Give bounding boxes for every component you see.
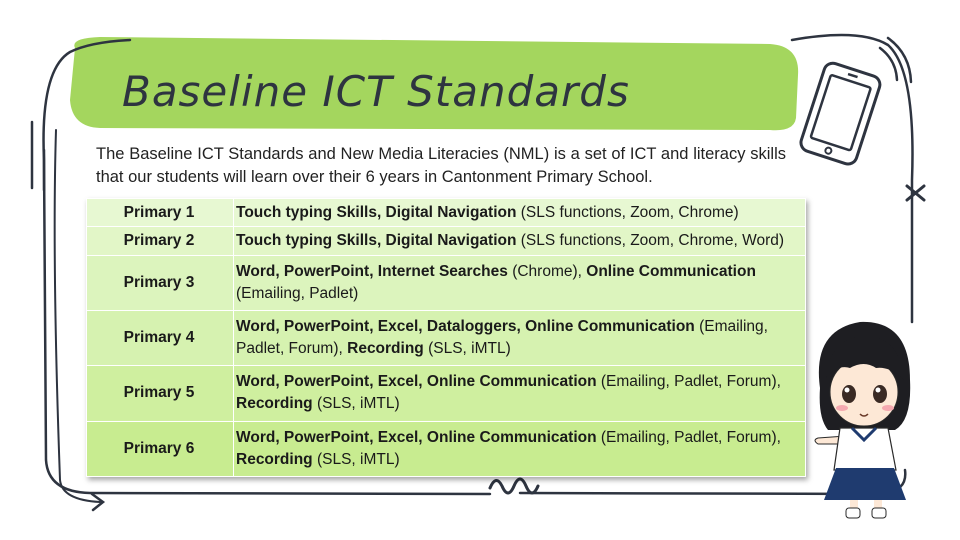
skill-details: (Emailing, Padlet, Forum),: [236, 318, 768, 358]
skill-names: Word, PowerPoint, Excel, Online Communication: [236, 373, 597, 391]
skill-names: Recording: [236, 450, 313, 468]
ict-standards-table: [86, 198, 806, 477]
skills-cell: [234, 255, 806, 310]
skill-details: (SLS functions, Zoom, Chrome): [516, 203, 739, 221]
skills-cell: [234, 199, 806, 227]
skills-cell: [234, 227, 806, 255]
skill-names: Word, PowerPoint, Excel, Online Communication: [236, 428, 597, 446]
skill-names: Touch typing Skills, Digital Navigation: [236, 231, 517, 249]
level-cell: Primary 2: [87, 227, 234, 255]
skills-cell: [234, 366, 806, 421]
skills-cell: [234, 421, 806, 476]
level-cell: Primary 1: [87, 199, 234, 227]
table-row: [87, 255, 806, 310]
level-cell: Primary 4: [87, 310, 234, 365]
table-row: [87, 199, 806, 227]
x-mark-doodle: [907, 186, 924, 200]
skill-names: Recording: [236, 395, 313, 413]
skill-names: Touch typing Skills, Digital Navigation: [236, 203, 517, 221]
table-row: [87, 421, 806, 476]
slide-title: Baseline ICT Standards: [122, 67, 630, 116]
skills-cell: [234, 310, 806, 365]
table-row: [87, 227, 806, 255]
skill-names: Word, PowerPoint, Excel, Dataloggers, Online Communication: [236, 318, 695, 336]
smartphone-icon: [799, 61, 883, 166]
level-cell: Primary 5: [87, 366, 234, 421]
skill-details: (Emailing, Padlet): [236, 284, 359, 302]
skill-details: (Emailing, Padlet, Forum),: [596, 428, 781, 446]
skill-names: Online Communication: [586, 262, 756, 280]
skill-details: (SLS, iMTL): [423, 340, 511, 358]
tick-doodle: [32, 122, 44, 190]
skill-details: (SLS, iMTL): [312, 450, 400, 468]
signal-waves: [880, 38, 911, 82]
squiggle-doodle: [490, 479, 538, 493]
skill-details: (Emailing, Padlet, Forum),: [596, 373, 781, 391]
skill-names: Word, PowerPoint, Internet Searches: [236, 262, 508, 280]
skill-names: Recording: [347, 340, 424, 358]
intro-paragraph: The Baseline ICT Standards and New Media Literacies (NML) is a set of ICT and literacy skills that our students will learn over their 6 years in Cantonment Primary School.: [96, 145, 786, 186]
skill-details: (SLS functions, Zoom, Chrome, Word): [516, 231, 785, 249]
level-cell: Primary 3: [87, 255, 234, 310]
level-cell: Primary 6: [87, 421, 234, 476]
student-character-illustration: [815, 322, 910, 518]
skill-details: (SLS, iMTL): [312, 395, 400, 413]
table-row: [87, 310, 806, 365]
table-row: [87, 366, 806, 421]
skill-details: (Chrome),: [507, 262, 587, 280]
